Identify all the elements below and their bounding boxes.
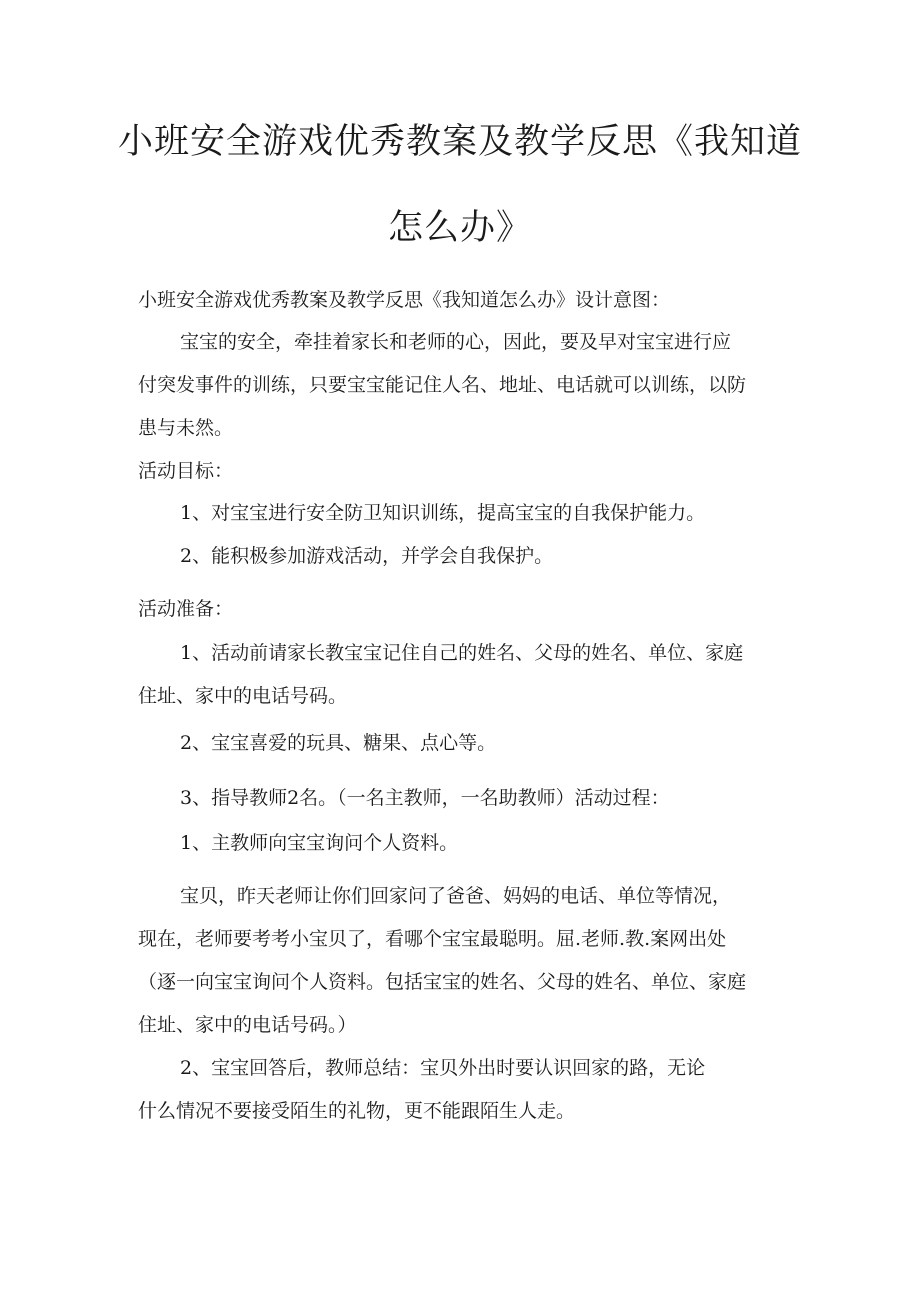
body-paragraph-line: 付突发事件的训练，只要宝宝能记住人名、地址、电话就可以训练，以防 [138, 374, 747, 396]
list-item: 2、能积极参加游戏活动，并学会自我保护。 [180, 545, 554, 567]
list-item: 1、对宝宝进行安全防卫知识训练，提高宝宝的自我保护能力。 [180, 502, 706, 524]
list-item: 3、指导教师2名。（一名主教师，一名助教师）活动过程： [180, 787, 670, 809]
document-title-line-1: 小班安全游戏优秀教案及教学反思《我知道 [117, 122, 802, 162]
list-item: 1、活动前请家长教宝宝记住自己的姓名、父母的姓名、单位、家庭 [180, 642, 744, 664]
document-title-line-2: 怎么办》 [387, 208, 532, 248]
section-heading-goals: 活动目标： [138, 460, 234, 482]
list-item: 2、宝宝喜爱的玩具、糖果、点心等。 [180, 732, 497, 754]
body-paragraph-line: 现在，老师要考考小宝贝了，看哪个宝宝最聪明。屈.老师.教.案网出处 [138, 928, 727, 950]
list-item-continuation: 住址、家中的电话号码。 [138, 685, 348, 707]
body-paragraph-line: 住址、家中的电话号码。） [138, 1014, 357, 1036]
body-paragraph-line: 宝贝，昨天老师让你们回家问了爸爸、妈妈的电话、单位等情况， [180, 885, 732, 907]
body-paragraph-line: 患与未然。 [138, 417, 234, 439]
list-item: 2、宝宝回答后，教师总结：宝贝外出时要认识回家的路，无论 [180, 1057, 706, 1079]
design-intent-heading: 小班安全游戏优秀教案及教学反思《我知道怎么办》设计意图： [138, 289, 671, 311]
body-paragraph-line: 宝宝的安全，牵挂着家长和老师的心，因此，要及早对宝宝进行应 [180, 331, 732, 353]
section-heading-preparation: 活动准备： [138, 598, 234, 620]
list-item: 1、主教师向宝宝询问个人资料。 [180, 832, 459, 854]
body-paragraph-line: （逐一向宝宝询问个人资料。包括宝宝的姓名、父母的姓名、单位、家庭 [138, 971, 747, 993]
list-item-continuation: 什么情况不要接受陌生的礼物，更不能跟陌生人走。 [138, 1100, 576, 1122]
